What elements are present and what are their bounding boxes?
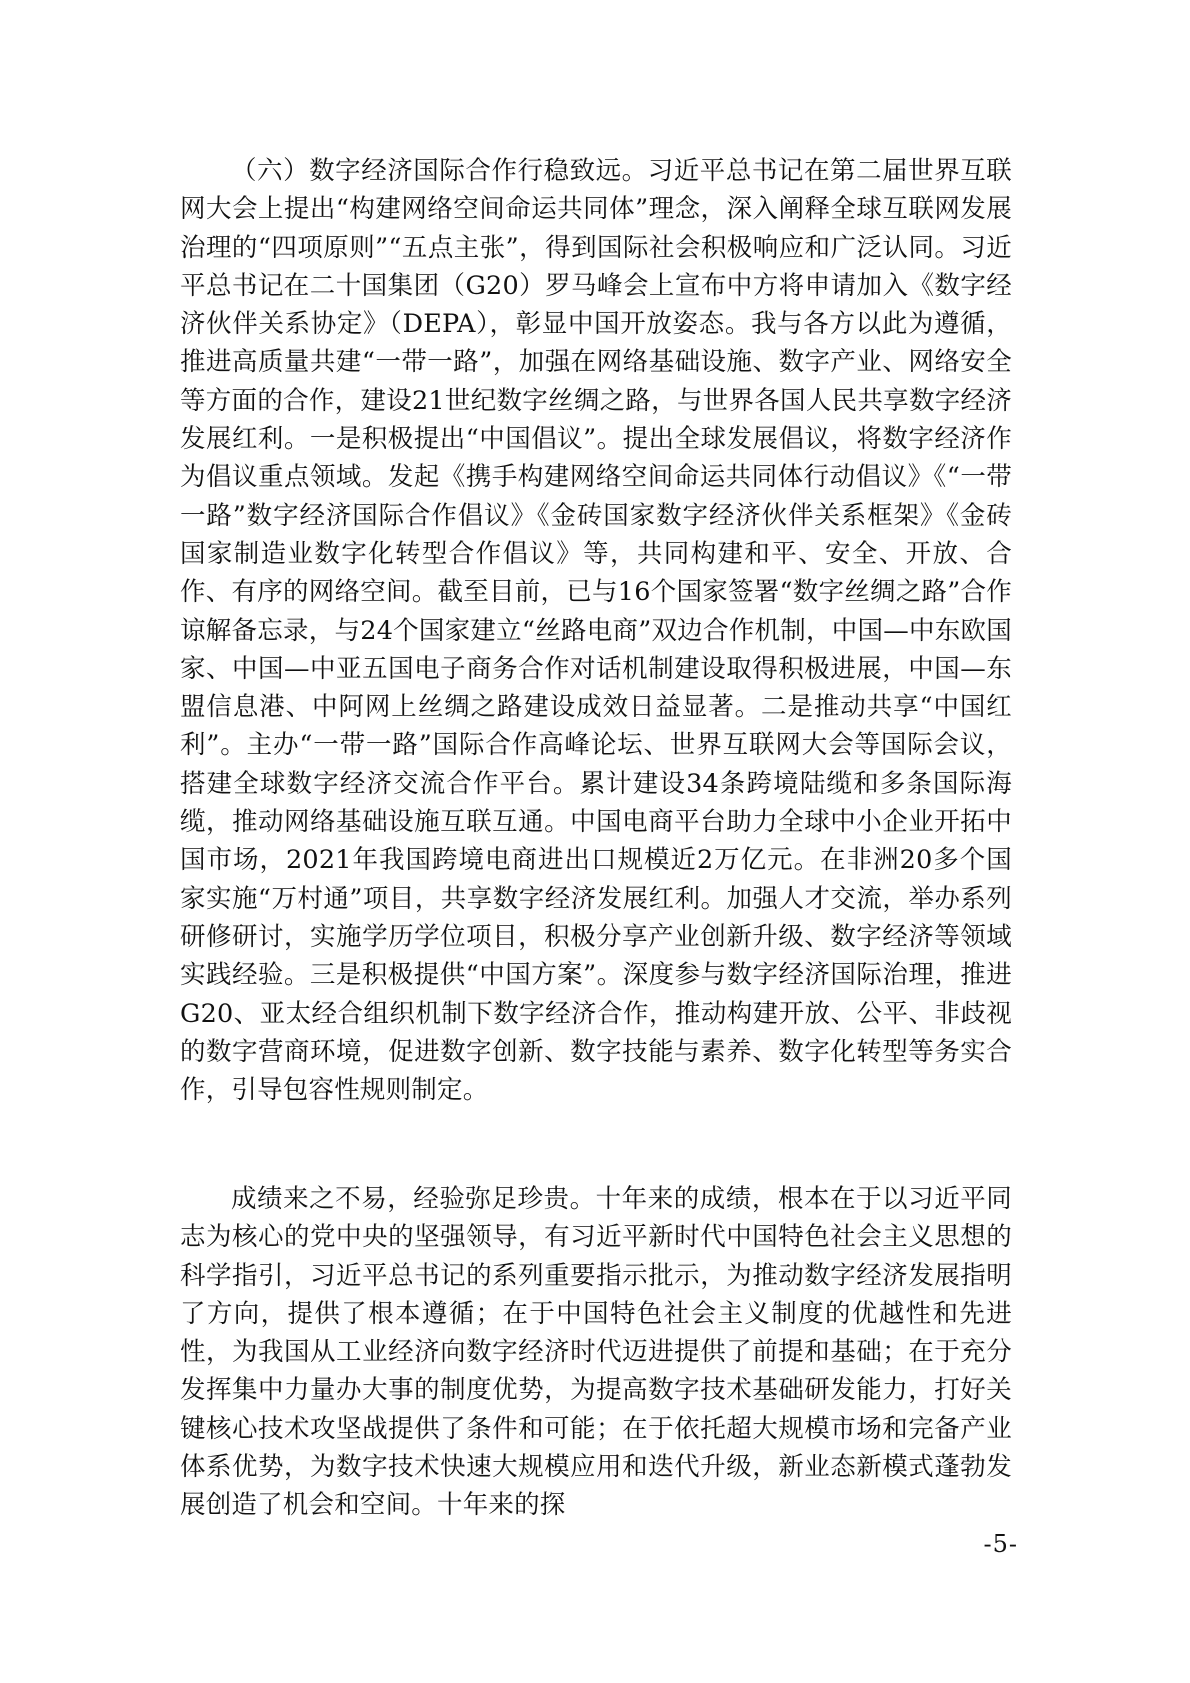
body-paragraph-achievements: 成绩来之不易，经验弥足珍贵。十年来的成绩，根本在于以习近平同志为核心的党中央的坚强领导，有习近平新时代中国特色社会主义思想的科学指引，习近平总书记的系列重要指示批示，为推动数字经济发展指明了方向，提供了根本遵循；在于中国特色社会主义制度的优越性和先进性，为我国从工业经济向数字经济时代迈进提供了前提和基础；在于充分发挥集中力量办大事的制度优势，为提高数字技术基础研发能力，打好关键核心技术攻坚战提供了条件和可能；在于依托超大规模市场和完备产业体系优势，为数字技术快速大规模应用和迭代升级，新业态新模式蓬勃发展创造了机会和空间。十年来的探 (180, 1184, 1012, 1521)
body-paragraph-international-cooperation: （六）数字经济国际合作行稳致远。习近平总书记在第二届世界互联网大会上提出“构建网络空间命运共同体”理念，深入阐释全球互联网发展治理的“四项原则”“五点主张”，得到国际社会积极响应和广泛认同。习近平总书记在二十国集团（G20）罗马峰会上宣布中方将申请加入《数字经济伙伴关系协定》（DEPA），彰显中国开放姿态。我与各方以此为遵循，推进高质量共建“一带一路”，加强在网络基础设施、数字产业、网络安全等方面的合作，建设21世纪数字丝绸之路，与世界各国人民共享数字经济发展红利。一是积极提出“中国倡议”。提出全球发展倡议，将数字经济作为倡议重点领域。发起《携手构建网络空间命运共同体行动倡议》《“一带一路”数字经济国际合作倡议》《金砖国家数字经济伙伴关系框架》《金砖国家制造业数字化转型合作倡议》等，共同构建和平、安全、开放、合作、有序的网络空间。截至目前，已与16个国家签署“数字丝绸之路”合作谅解备忘录，与24个国家建立“丝路电商”双边合作机制，中国—中东欧国家、中国—中亚五国电子商务合作对话机制建设取得积极进展，中国—东盟信息港、中阿网上丝绸之路建设成效日益显著。二是推动共享“中国红利”。主办“一带一路”国际合作高峰论坛、世界互联网大会等国际会议，搭建全球数字经济交流合作平台。累计建设34条跨境陆缆和多条国际海缆，推动网络基础设施互联互通。中国电商平台助力全球中小企业开拓中国市场，2021年我国跨境电商进出口规模近2万亿元。在非洲20多个国家实施“万村通”项目，共享数字经济发展红利。加强人才交流，举办系列研修研讨，实施学历学位项目，积极分享产业创新升级、数字经济等领域实践经验。三是积极提供“中国方案”。深度参与数字经济国际治理，推进G20、亚太经合组织机制下数字经济合作，推动构建开放、公平、非歧视的数字营商环境，促进数字创新、数字技能与素养、数字化转型等务实合作，引导包容性规则制定。 (180, 156, 1012, 1106)
page-number: -5- (983, 1530, 1018, 1558)
